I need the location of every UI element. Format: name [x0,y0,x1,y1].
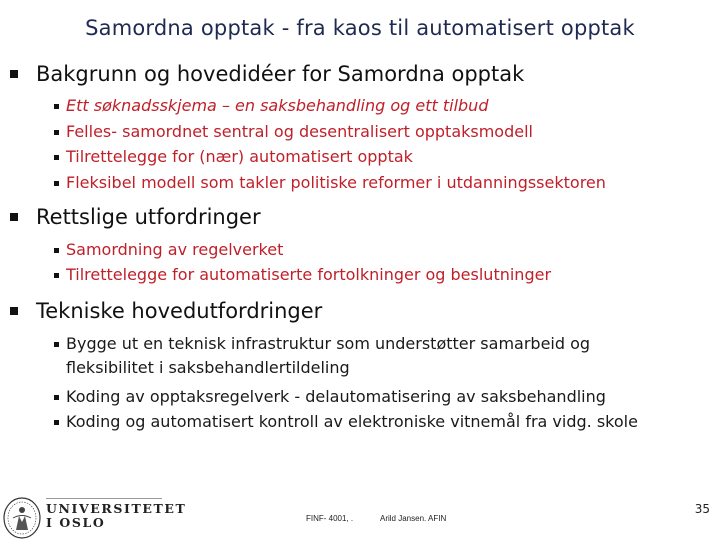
section-heading-technical: Tekniske hovedutfordringer [36,299,322,323]
list-item: Samordning av regelverket [66,239,283,261]
university-seal-icon [2,496,42,540]
logo-wordmark: UNIVERSITETET I OSLO [46,501,187,530]
section-heading-background: Bakgrunn og hovedidéer for Samordna opptak [36,62,524,86]
square-bullet-icon [54,181,59,186]
page-number: 35 [694,502,710,516]
list-item-continuation: fleksibilitet i saksbehandlertildeling [66,358,350,377]
square-bullet-icon [10,70,18,78]
footer-author: Arild Jansen. AFIN [380,514,447,523]
square-bullet-icon [54,342,59,347]
list-item: Fleksibel modell som takler politiske reformer i utdanningssektoren [66,172,606,194]
square-bullet-icon [54,273,59,278]
list-item: Koding og automatisert kontroll av elektroniske vitnemål fra vidg. skole [66,411,638,433]
list-item: Felles- samordnet sentral og desentralisert opptaksmodell [66,121,533,143]
square-bullet-icon [54,420,59,425]
logo-rule [46,498,162,499]
square-bullet-icon [54,248,59,253]
university-logo [2,496,187,540]
square-bullet-icon [10,307,18,315]
square-bullet-icon [54,155,59,160]
square-bullet-icon [54,395,59,400]
slide-title: Samordna opptak - fra kaos til automatisert opptak [85,16,635,40]
footer-course: FINF- 4001, . [306,514,354,523]
square-bullet-icon [54,130,59,135]
list-item: Bygge ut en teknisk infrastruktur som understøtter samarbeid og [66,333,590,355]
list-item: Koding av opptaksregelverk - delautomatisering av saksbehandling [66,386,606,408]
section-heading-legal: Rettslige utfordringer [36,205,261,229]
list-item: Ett søknadsskjema – en saksbehandling og ett tilbud [66,95,488,117]
square-bullet-icon [10,213,18,221]
list-item: Tilrettelegge for (nær) automatisert opptak [66,146,413,168]
square-bullet-icon [54,104,59,109]
list-item: Tilrettelegge for automatiserte fortolkninger og beslutninger [66,264,551,286]
